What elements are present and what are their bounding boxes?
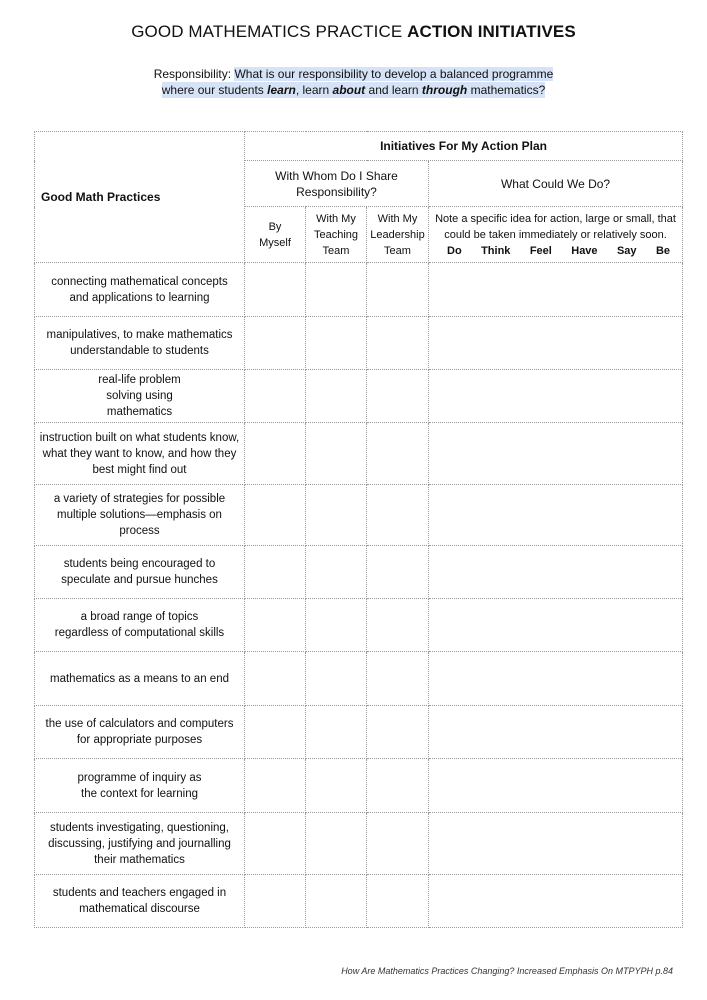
practice-cell	[35, 813, 245, 875]
page-footer: How Are Mathematics Practices Changing? Increased Emphasis On MTPYPH p.84	[341, 966, 673, 976]
what-could-we-do-cell[interactable]	[429, 423, 683, 485]
responsibility-line1: What is our responsibility to develop a balanced programme	[234, 67, 554, 81]
by-myself-cell[interactable]	[245, 652, 306, 706]
table-row	[35, 317, 683, 370]
table-row	[35, 370, 683, 423]
practice-text: students investigating, questioning, discussing, justifying and journalling their mathematics	[48, 821, 231, 866]
by-myself-cell[interactable]	[245, 423, 306, 485]
what-could-we-do-cell[interactable]	[429, 263, 683, 317]
resp-learn: learn	[267, 83, 296, 97]
resp-line2-b: , learn	[295, 83, 333, 97]
teaching-team-text: With My Teaching Team	[313, 212, 359, 257]
by-myself-cell[interactable]	[245, 875, 306, 928]
practice-text: programme of inquiry as the context for learning	[77, 771, 202, 800]
practice-cell	[35, 263, 245, 317]
verb-have: Have	[571, 244, 598, 257]
table-row	[35, 759, 683, 813]
practice-cell	[35, 370, 245, 423]
practice-text: students and teachers engaged in mathematical discourse	[52, 887, 227, 915]
teaching-team-cell[interactable]	[306, 317, 367, 370]
teaching-team-cell[interactable]	[306, 652, 367, 706]
verb-be: Be	[655, 244, 670, 257]
teaching-team-cell[interactable]	[306, 759, 367, 813]
what-could-we-do-cell[interactable]	[429, 813, 683, 875]
what-could-we-do-cell[interactable]	[429, 370, 683, 423]
teaching-team-cell[interactable]	[306, 423, 367, 485]
leadership-team-cell[interactable]	[367, 546, 429, 599]
practice-cell	[35, 423, 245, 485]
practice-text: real-life problem solving using mathematics	[98, 374, 181, 418]
table-row	[35, 423, 683, 485]
initiatives-header: Initiatives For My Action Plan	[245, 132, 683, 161]
by-myself-cell[interactable]	[245, 485, 306, 546]
verb-say: Say	[616, 244, 637, 257]
by-myself-cell[interactable]	[245, 599, 306, 652]
note-header	[429, 207, 683, 263]
leadership-team-cell[interactable]	[367, 759, 429, 813]
share-header	[245, 161, 429, 207]
teaching-team-cell[interactable]	[306, 813, 367, 875]
teaching-team-cell[interactable]	[306, 263, 367, 317]
action-plan-table	[34, 131, 683, 928]
leadership-team-cell[interactable]	[367, 599, 429, 652]
practice-cell	[35, 317, 245, 370]
what-could-we-do-cell[interactable]	[429, 875, 683, 928]
leadership-team-header	[367, 207, 429, 263]
practice-text: mathematics as a means to an end	[50, 672, 229, 685]
verb-think: Think	[481, 244, 511, 257]
by-myself-header	[245, 207, 306, 263]
practice-cell	[35, 546, 245, 599]
resp-line2-c: and learn	[365, 83, 422, 97]
practice-text: a variety of strategies for possible multiple solutions—emphasis on process	[53, 493, 226, 537]
verb-feel: Feel	[529, 244, 552, 257]
title-bold: ACTION INITIATIVES	[407, 22, 576, 41]
practice-text: manipulatives, to make mathematics understandable to students	[46, 329, 233, 357]
leadership-team-cell[interactable]	[367, 652, 429, 706]
resp-through: through	[421, 83, 468, 97]
teaching-team-cell[interactable]	[306, 875, 367, 928]
what-could-we-do-cell[interactable]	[429, 599, 683, 652]
what-could-we-do-cell[interactable]	[429, 485, 683, 546]
teaching-team-cell[interactable]	[306, 546, 367, 599]
practice-text: connecting mathematical concepts and applications to learning	[51, 275, 228, 304]
practice-text: students being encouraged to speculate and pursue hunches	[61, 558, 218, 586]
action-verbs	[429, 243, 682, 259]
by-myself-cell[interactable]	[245, 706, 306, 759]
table-row	[35, 546, 683, 599]
responsibility-label: Responsibility:	[153, 67, 232, 81]
teaching-team-cell[interactable]	[306, 485, 367, 546]
practice-cell	[35, 485, 245, 546]
title-normal: GOOD MATHEMATICS PRACTICE	[131, 22, 403, 41]
practice-cell	[35, 599, 245, 652]
resp-line2-d: mathematics?	[467, 83, 546, 97]
page-title	[0, 22, 707, 42]
leadership-team-cell[interactable]	[367, 370, 429, 423]
leadership-team-cell[interactable]	[367, 263, 429, 317]
leadership-team-cell[interactable]	[367, 317, 429, 370]
table-row	[35, 263, 683, 317]
table-row	[35, 875, 683, 928]
note-text: Note a specific idea for action, large or small, that could be taken immediately or relatively soon.	[435, 212, 676, 241]
what-could-we-do-cell[interactable]	[429, 759, 683, 813]
practice-cell	[35, 706, 245, 759]
teaching-team-cell[interactable]	[306, 706, 367, 759]
resp-about: about	[332, 83, 366, 97]
what-could-we-do-cell[interactable]	[429, 546, 683, 599]
leadership-team-cell[interactable]	[367, 485, 429, 546]
could-header: What Could We Do?	[429, 161, 683, 207]
table-row	[35, 599, 683, 652]
by-myself-cell[interactable]	[245, 370, 306, 423]
practice-cell	[35, 875, 245, 928]
teaching-team-cell[interactable]	[306, 370, 367, 423]
leadership-team-cell[interactable]	[367, 706, 429, 759]
what-could-we-do-cell[interactable]	[429, 317, 683, 370]
responsibility-statement	[0, 66, 707, 98]
leadership-team-cell[interactable]	[367, 813, 429, 875]
resp-line2-a: where our students	[161, 83, 268, 97]
share-header-text: With Whom Do I Share Responsibility?	[275, 168, 398, 199]
verb-do: Do	[447, 244, 462, 257]
by-myself-cell[interactable]	[245, 317, 306, 370]
by-myself-cell[interactable]	[245, 813, 306, 875]
practice-cell	[35, 652, 245, 706]
teaching-team-header	[306, 207, 367, 263]
practices-header: Good Math Practices	[35, 132, 245, 263]
by-myself-cell[interactable]	[245, 263, 306, 317]
by-myself-text: By Myself	[259, 220, 291, 249]
table-row	[35, 706, 683, 759]
leadership-team-cell[interactable]	[367, 423, 429, 485]
table-row	[35, 652, 683, 706]
practice-text: the use of calculators and computers for appropriate purposes	[45, 718, 234, 746]
teaching-team-cell[interactable]	[306, 599, 367, 652]
by-myself-cell[interactable]	[245, 759, 306, 813]
leadership-team-cell[interactable]	[367, 875, 429, 928]
leadership-team-text: With My Leadership Team	[370, 212, 425, 257]
practice-text: a broad range of topics regardless of computational skills	[54, 611, 225, 639]
what-could-we-do-cell[interactable]	[429, 706, 683, 759]
table-row	[35, 485, 683, 546]
table-row	[35, 813, 683, 875]
by-myself-cell[interactable]	[245, 546, 306, 599]
practice-cell	[35, 759, 245, 813]
practice-text: instruction built on what students know, what they want to know, and how they best might find out	[39, 431, 240, 476]
what-could-we-do-cell[interactable]	[429, 652, 683, 706]
